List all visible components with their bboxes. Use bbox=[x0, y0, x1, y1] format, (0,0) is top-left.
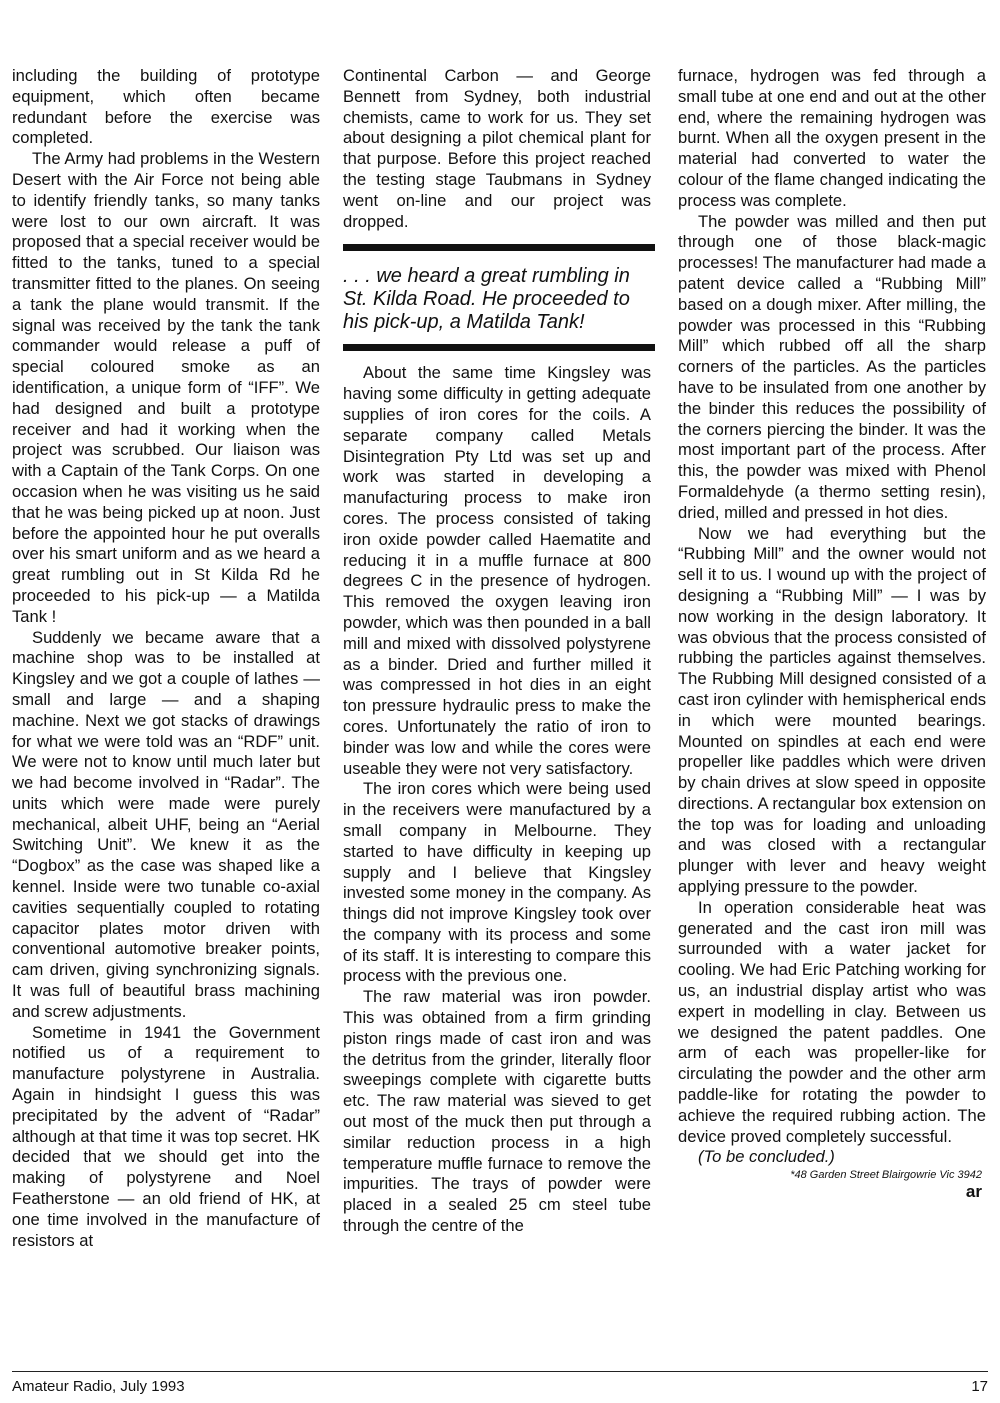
author-address: *48 Garden Street Blairgowrie Vic 3942 bbox=[790, 1169, 982, 1182]
paragraph: Suddenly we became aware that a machine shop was to be installed at Kingsley and we got a couple of lathes — small and large — and a shaping machine. Next we got stacks of drawings for what we were told was an “RDF” unit. We were not to know until much later but we had become involved in “Radar”. The units which were made were purely mechanical, albeit UHF, being an “Aerial Switching Unit”. We knew it as the “Dogbox” as the case was shaped like a kennel. Inside were two tunable co-axial cavities sequentially coupled to rotating capacitor plates motor driven with conventional automotive breaker points, cam driven, giving synchronizing signals. It was full of beautiful brass machining and screw adjustments. bbox=[12, 627, 320, 1021]
pull-quote bbox=[343, 244, 651, 351]
paragraph: The iron cores which were being used in the receivers were manufactured by a small company in Melbourne. They started to have difficulty in keeping up supply and I believe that Kingsley invested some money in the company. As things did not improve Kingsley took over the company with its process and some of its staff. It is interesting to compare this process with the previous one. bbox=[343, 779, 651, 986]
paragraph: Continental Carbon — and George Bennett from Sydney, both industrial chemists, came to work for us. They set about designing a pilot chemical plant for that purpose. Before this project reached the testing stage Taubmans in Sydney went on-line and our project was dropped. bbox=[343, 66, 651, 231]
paragraph: The Army had problems in the Western Desert with the Air Force not being able to identify friendly tanks, so many tanks were lost to our own aircraft. It was proposed that a special receiver would be fitted to the tanks, tuned to a special transmitter fitted to the planes. On seeing a tank the plane would transmit. If the signal was received by the tank the tank commander would release a puff of special coloured smoke as an identification, a unique form of “IFF”. We had designed and built a prototype receiver and had it working when the project was scrubbed. Our liaison was with a Captain of the Tank Corps. On one occasion when he was visiting us he said that he was being picked up at noon. Just before the appointed hour he put overalls over his smart uniform and as we heard a great rumbling out in St Kilda Rd he proceeded to his pick-up — a Matilda Tank ! bbox=[12, 149, 320, 626]
column-2 bbox=[343, 66, 651, 1237]
footer-publication: Amateur Radio, July 1993 bbox=[12, 1378, 185, 1395]
column-1 bbox=[12, 66, 320, 1251]
pull-quote-text: . . . we heard a great rumbling in St. Kilda Road. He proceeded to his pick-up, a Matilda Tank! bbox=[343, 265, 630, 334]
paragraph: Now we had everything but the “Rubbing Mill” and the owner would not sell it to us. I wound up with the project of designing a “Rubbing Mill” — I was by now working in the design laboratory. It was obvious that the process consisted of rubbing the particles against themselves. The Rubbing Mill designed consisted of a cast iron cylinder with hemispherical ends in which were mounted bearings. Mounted on spindles at each end were propeller like paddles which were driven by chain drives at slow speed in opposite directions. A rectangular box extension on the top was for loading and unloading and was closed with a rectangular plunger with lever and heavy weight applying pressure to the powder. bbox=[678, 523, 986, 897]
paragraph: In operation considerable heat was generated and the cast iron mill was surrounded with a water jacket for cooling. We had Eric Patching working for us, an industrial display artist who was expert in modelling in clay. Between us we designed the patent paddles. One arm of each was propeller-like for circulating the powder and the other arm paddle-like for rotating the powder to achieve the required rubbing action. The device proved completely successful. bbox=[678, 897, 986, 1146]
column-3 bbox=[678, 66, 986, 1203]
paragraph: About the same time Kingsley was having some difficulty in getting adequate supplies of iron cores for the coils. A separate company called Metals Disintegration Pty Ltd was set up and work was started in developing a manufacturing process to make iron cores. The process consisted of taking iron oxide powder called Haematite and reducing it in a muffle furnace at 800 degrees C in the presence of hydrogen. This removed the oxygen leaving iron powder, which was then pounded in a ball mill and mixed with dissolved polystyrene as a binder. Dried and further milled it was compressed in hot dies in an eight ton pressure hydraulic press to make the cores. Unfortunately the ratio of iron to binder was low and while the cores were useable they were not very satisfactory. bbox=[343, 363, 651, 778]
paragraph: including the building of prototype equipment, which often became redundant before the exercise was completed. bbox=[12, 66, 320, 148]
to-be-concluded-note: (To be concluded.) bbox=[698, 1147, 835, 1167]
paragraph: Sometime in 1941 the Government notified us of a requirement to manufacture polystyrene in Australia. Again in hindsight I guess this was precipitated by the advent of “Radar” although at that time it was top secret. HK decided that we should get into the making of polystyrene and Noel Featherstone — an old friend of HK, at one time involved in the manufacture of resistors at bbox=[12, 1022, 320, 1250]
end-mark: ar bbox=[965, 1182, 982, 1202]
paragraph: The raw material was iron powder. This was obtained from a firm grinding piston rings made of cast iron and was the detritus from the grinder, literally floor sweepings complete with cigarette butts etc. The raw material was sieved to get out most of the muck then put through a similar reduction process in a high temperature muffle furnace to remove the impurities. The trays of powder were placed in a sealed 25 cm steel tube through the centre of the bbox=[343, 987, 651, 1236]
pull-quote-bottom-rule bbox=[343, 344, 655, 351]
paragraph: furnace, hydrogen was fed through a small tube at one end and out at the other end, where the remaining hydrogen was burnt. When all the oxygen present in the material had converted to water the colour of the flame changed indicating the process was complete. bbox=[678, 66, 986, 210]
paragraph: The powder was milled and then put through one of those black-magic processes! The manufacturer had made a patent device called a “Rubbing Mill” based on a dough mixer. After milling, the powder was processed in this “Rubbing Mill” which rubbed off all the sharp corners of the particles. As the particles have to be insulated from one another by the binder this reduces the possibility of the corners piercing the binder. It was the most important part of the process. After this, the powder was mixed with Phenol Formaldehyde (a thermo setting resin), dried, milled and pressed in hot dies. bbox=[678, 211, 986, 522]
footer-rule bbox=[12, 1371, 988, 1372]
pull-quote-top-rule bbox=[343, 244, 655, 251]
page-number: 17 bbox=[971, 1378, 988, 1395]
